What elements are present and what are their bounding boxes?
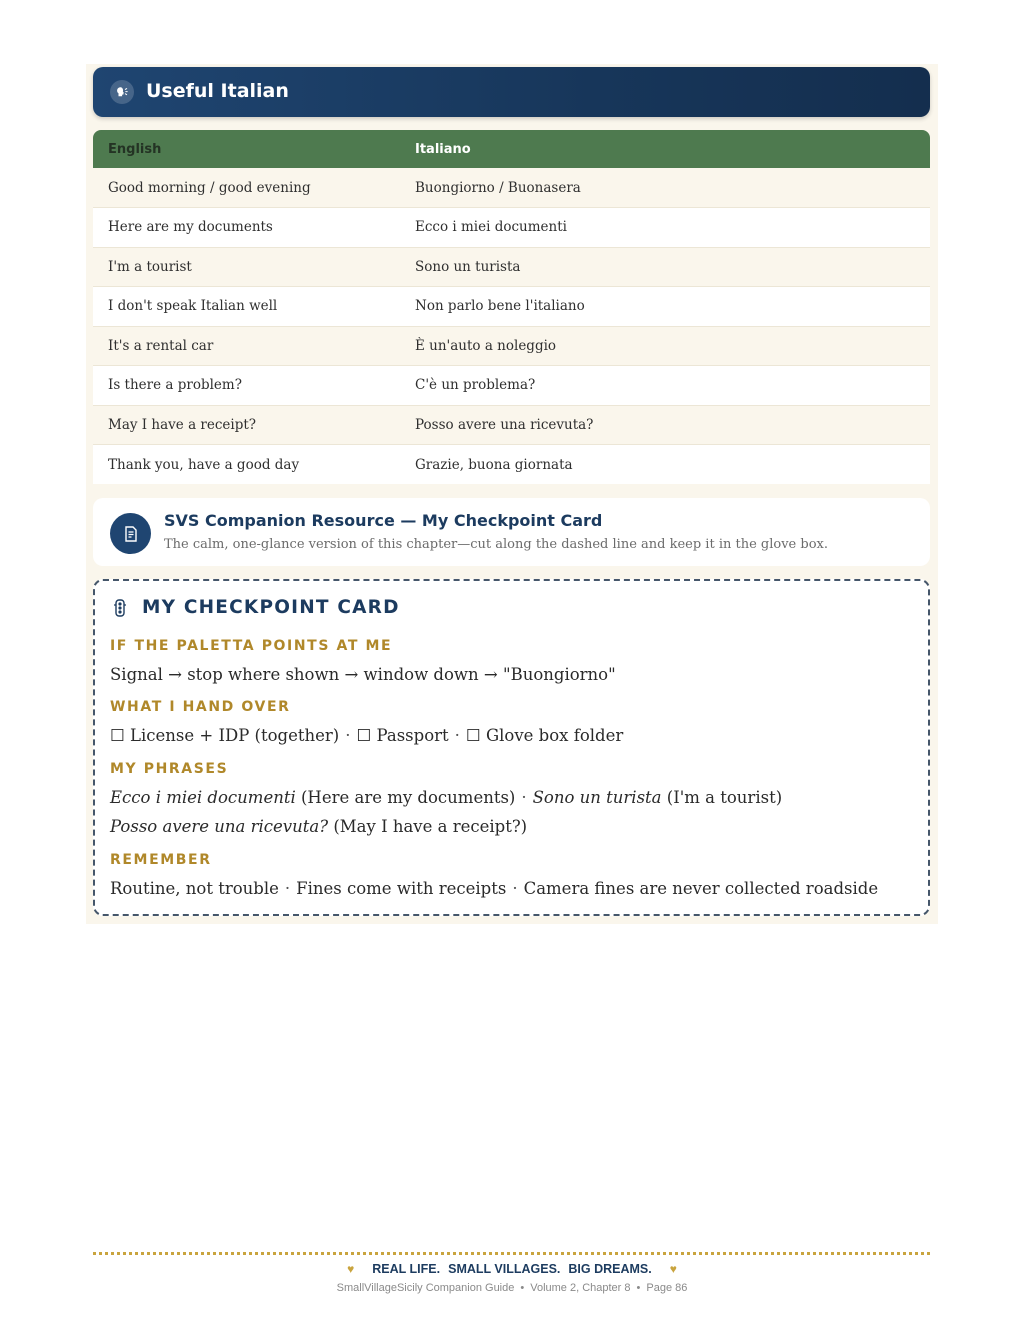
english-cell: I'm a tourist [93, 247, 400, 287]
table-row [93, 208, 930, 248]
phrases-label: MY PHRASES [110, 761, 229, 777]
separator: • [520, 1282, 525, 1294]
separator: • [636, 1282, 641, 1294]
table-row [93, 445, 930, 485]
italian-cell: Grazie, buona giornata [400, 445, 930, 485]
tagline-part: SMALL VILLAGES. [448, 1262, 561, 1276]
table-row [93, 326, 930, 366]
guide-name: SmallVillageSicily Companion Guide [336, 1282, 515, 1294]
separator: · [284, 879, 291, 898]
heart-icon: ♥ [347, 1262, 355, 1276]
checklist-item: ☐ License + IDP (together) [110, 726, 340, 745]
speaking-head-icon [110, 80, 134, 104]
italian-cell: Ecco i miei documenti [400, 208, 930, 248]
hand-over-label: WHAT I HAND OVER [110, 699, 291, 715]
separator: · [345, 726, 351, 745]
table-header-row [93, 130, 930, 168]
tagline-part: REAL LIFE. [372, 1262, 441, 1276]
section-header [93, 67, 930, 117]
italian-cell: Sono un turista [400, 247, 930, 287]
table-row [93, 366, 930, 406]
english-translation: (Here are my documents) [301, 788, 516, 807]
footer-meta [0, 1282, 1024, 1294]
heart-icon: ♥ [669, 1262, 677, 1276]
hand-over-checklist [110, 726, 623, 745]
separator: · [521, 788, 527, 807]
table-row [93, 287, 930, 327]
volume-chapter: Volume 2, Chapter 8 [530, 1282, 631, 1294]
checkpoint-card [93, 579, 930, 916]
italian-phrase: Ecco i miei documenti [110, 788, 296, 807]
table-row [93, 247, 930, 287]
english-translation: (May I have a receipt?) [333, 817, 528, 836]
english-cell: Thank you, have a good day [93, 445, 400, 485]
column-header-english: English [93, 130, 400, 168]
italian-phrase: Posso avere una ricevuta? [110, 817, 329, 836]
remember-points [110, 879, 878, 898]
phrases-line-1 [110, 788, 782, 807]
english-cell: Good morning / good evening [93, 168, 400, 208]
english-cell: Is there a problem? [93, 366, 400, 406]
italian-cell: È un'auto a noleggio [400, 326, 930, 366]
separator: · [454, 726, 460, 745]
italian-cell: Non parlo bene l'italiano [400, 287, 930, 327]
traffic-light-icon [112, 598, 128, 622]
document-icon [110, 513, 151, 554]
remember-item: Fines come with receipts [296, 879, 507, 898]
table-row [93, 405, 930, 445]
checklist-item: ☐ Passport [356, 726, 449, 745]
resource-description: The calm, one-glance version of this chapter—cut along the dashed line and keep it in the glove box. [164, 537, 828, 552]
footer-tagline [0, 1262, 1024, 1276]
card-title: MY CHECKPOINT CARD [142, 597, 400, 618]
companion-resource-callout [93, 498, 930, 566]
tagline-part: BIG DREAMS. [568, 1262, 652, 1276]
english-cell: May I have a receipt? [93, 405, 400, 445]
section-title: Useful Italian [146, 80, 289, 102]
italian-cell: Posso avere una ricevuta? [400, 405, 930, 445]
english-translation: (I'm a tourist) [666, 788, 783, 807]
table-row [93, 168, 930, 208]
footer-dotted-rule [93, 1252, 930, 1255]
phrases-line-2 [110, 817, 527, 836]
english-cell: Here are my documents [93, 208, 400, 248]
remember-item: Camera fines are never collected roadside [523, 879, 879, 898]
paletta-steps: Signal → stop where shown → window down → "Buongiorno" [110, 665, 616, 684]
italian-phrase: Sono un turista [532, 788, 662, 807]
italian-cell: C'è un problema? [400, 366, 930, 406]
column-header-italiano: Italiano [400, 130, 930, 168]
phrase-table [93, 130, 930, 484]
english-cell: I don't speak Italian well [93, 287, 400, 327]
remember-item: Routine, not trouble [110, 879, 279, 898]
italian-cell: Buongiorno / Buonasera [400, 168, 930, 208]
page-number: Page 86 [646, 1282, 688, 1294]
english-cell: It's a rental car [93, 326, 400, 366]
paletta-label: IF THE PALETTA POINTS AT ME [110, 638, 393, 654]
checklist-item: ☐ Glove box folder [465, 726, 624, 745]
resource-title: SVS Companion Resource — My Checkpoint Card [164, 511, 603, 530]
separator: · [512, 879, 518, 898]
remember-label: REMEMBER [110, 852, 212, 868]
